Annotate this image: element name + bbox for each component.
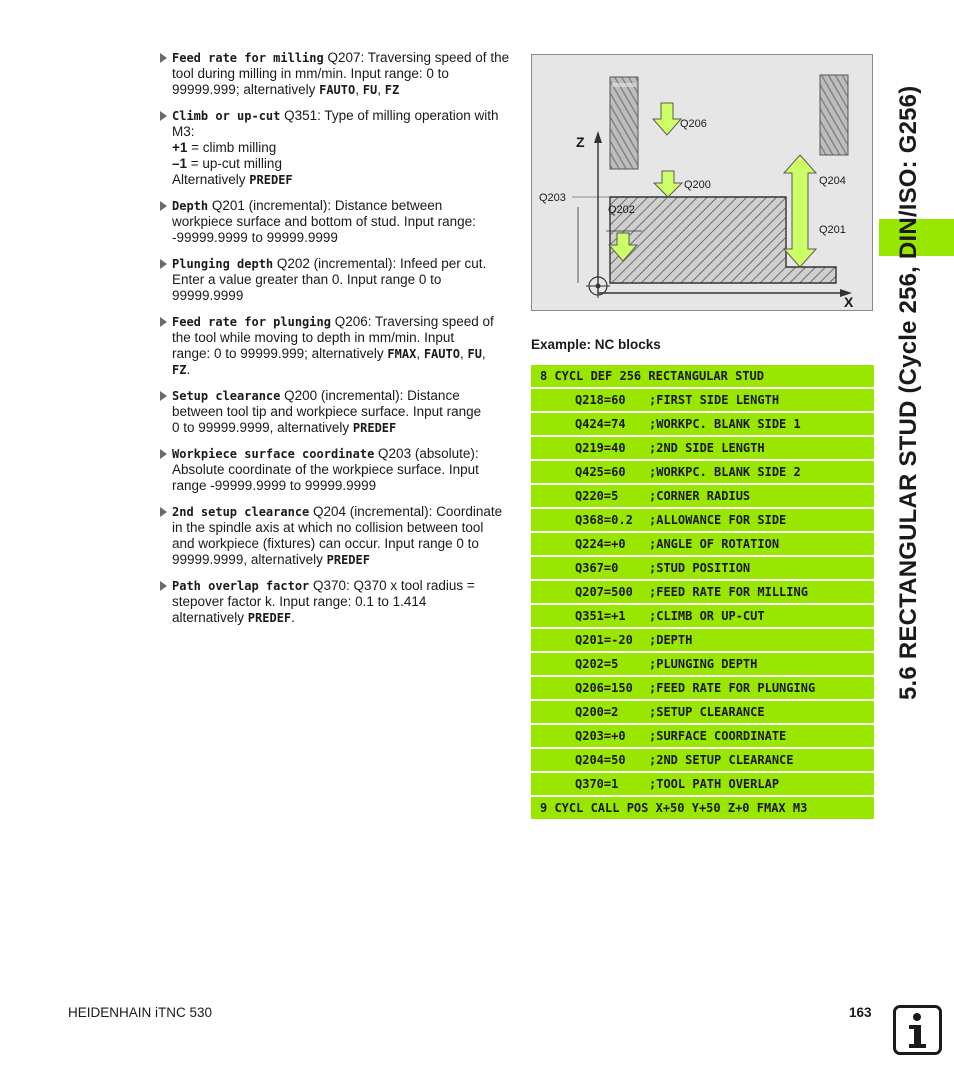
parameter-line [172, 536, 512, 552]
parameter-value: –1 [172, 156, 188, 171]
parameter-text: Alternatively [172, 172, 250, 187]
bullet-triangle-icon [160, 317, 167, 327]
parameter-code: Path overlap factor [172, 579, 310, 593]
bullet-triangle-icon [160, 259, 167, 269]
parameter-text: Q204 (incremental): Coordinate [309, 504, 503, 519]
parameter-line [172, 214, 512, 230]
parameter-text: Q370: Q370 x tool radius = [309, 578, 475, 593]
parameter-list [160, 50, 512, 636]
parameter-line [172, 462, 512, 478]
parameter-text: -99999.9999 to 99999.9999 [172, 230, 338, 245]
parameter-text: the tool while moving to depth in mm/min. Input [172, 330, 455, 345]
nc-param: Q425=60 [575, 465, 626, 479]
parameter-text: range: 0 to 99999.999; alternatively [172, 346, 388, 361]
nc-comment: ;SURFACE COORDINATE [649, 729, 787, 743]
parameter-code: Setup clearance [172, 389, 281, 403]
parameter-item [160, 256, 512, 304]
nc-row [531, 653, 874, 675]
cycle-diagram [531, 54, 873, 311]
parameter-text: in the spindle axis at which no collision between tool [172, 520, 484, 535]
nc-comment: ;ANGLE OF ROTATION [649, 537, 780, 551]
parameter-text: Q207: Traversing speed of the [323, 50, 510, 65]
bullet-triangle-icon [160, 201, 167, 211]
parameter-code: PREDEF [247, 611, 292, 625]
parameter-line [172, 198, 512, 214]
nc-comment: ;FEED RATE FOR PLUNGING [649, 681, 816, 695]
parameter-line [172, 50, 512, 66]
nc-comment: ;WORKPC. BLANK SIDE 1 [649, 417, 801, 431]
parameter-text: 99999.9999 [172, 288, 244, 303]
parameter-line [172, 330, 512, 346]
parameter-text: between tool tip and workpiece surface. Input range [172, 404, 482, 419]
parameter-line [172, 362, 512, 378]
parameter-text: 99999.9999, alternatively [172, 552, 327, 567]
parameter-text: Q206: Traversing speed of [330, 314, 494, 329]
parameter-text: , [481, 346, 486, 361]
example-title: Example: NC blocks [531, 337, 661, 352]
parameter-line [172, 610, 512, 626]
nc-comment: ;2ND SETUP CLEARANCE [649, 753, 794, 767]
parameter-code: Feed rate for milling [172, 51, 324, 65]
parameter-text: stepover factor k. Input range: 0.1 to 1.414 [172, 594, 427, 609]
parameter-line [172, 504, 512, 520]
nc-footer-row: 9 CYCL CALL POS X+50 Y+50 Z+0 FMAX M3 [531, 797, 874, 819]
parameter-text: range -99999.9999 to 99999.9999 [172, 478, 377, 493]
bullet-triangle-icon [160, 449, 167, 459]
nc-param: Q219=40 [575, 441, 626, 455]
parameter-line [172, 578, 512, 594]
nc-row [531, 461, 874, 483]
parameter-text: workpiece surface and bottom of stud. Input range: [172, 214, 476, 229]
parameter-text: = up-cut milling [187, 156, 282, 171]
parameter-line [172, 404, 512, 420]
parameter-code: Plunging depth [172, 257, 274, 271]
bullet-triangle-icon [160, 391, 167, 401]
parameter-value: +1 [172, 140, 188, 155]
nc-row [531, 413, 874, 435]
parameter-code: FAUTO [319, 83, 356, 97]
parameter-code: FU [362, 83, 378, 97]
z-axis-label: Z [576, 134, 585, 150]
nc-row [531, 629, 874, 651]
bullet-triangle-icon [160, 53, 167, 63]
parameter-code: FZ [172, 363, 187, 377]
nc-row [531, 677, 874, 699]
parameter-item [160, 504, 512, 568]
footer-product: HEIDENHAIN iTNC 530 [68, 1005, 213, 1020]
nc-comment: ;TOOL PATH OVERLAP [649, 777, 780, 791]
parameter-line [172, 288, 512, 304]
parameter-text: alternatively [172, 610, 248, 625]
q201-label: Q201 [819, 224, 846, 236]
nc-comment: ;SETUP CLEARANCE [649, 705, 765, 719]
q203-label: Q203 [539, 192, 566, 204]
parameter-line [172, 314, 512, 330]
nc-param: Q220=5 [575, 489, 619, 503]
parameter-line [172, 446, 512, 462]
parameter-code: Climb or up-cut [172, 109, 281, 123]
nc-param: Q424=74 [575, 417, 626, 431]
parameter-item [160, 578, 512, 626]
nc-comment: ;ALLOWANCE FOR SIDE [649, 513, 787, 527]
parameter-item [160, 108, 512, 188]
parameter-text: 0 to 99999.9999, alternatively [172, 420, 353, 435]
parameter-item [160, 50, 512, 98]
nc-param: Q203=+0 [575, 729, 626, 743]
parameter-code: FAUTO [423, 347, 460, 361]
nc-comment: ;FEED RATE FOR MILLING [649, 585, 808, 599]
nc-param: Q370=1 [575, 777, 619, 791]
parameter-text: , [416, 346, 424, 361]
parameter-code: PREDEF [249, 173, 293, 187]
nc-param: Q367=0 [575, 561, 619, 575]
parameter-code: PREDEF [326, 553, 370, 567]
nc-row [531, 437, 874, 459]
nc-comment: ;CLIMB OR UP-CUT [649, 609, 765, 623]
parameter-line [172, 272, 512, 288]
nc-comment: ;PLUNGING DEPTH [649, 657, 758, 671]
nc-row [531, 509, 874, 531]
nc-param: Q351=+1 [575, 609, 626, 623]
parameter-text: , [377, 82, 385, 97]
parameter-line [172, 520, 512, 536]
parameter-line [172, 156, 512, 172]
parameter-code: FMAX [387, 347, 417, 361]
x-axis-label: X [844, 294, 854, 310]
nc-param: Q207=500 [575, 585, 633, 599]
parameter-text: Q203 (absolute): [374, 446, 479, 461]
nc-row [531, 701, 874, 723]
nc-row [531, 557, 874, 579]
parameter-text: tool during milling in mm/min. Input range: 0 to [172, 66, 449, 81]
bullet-triangle-icon [160, 581, 167, 591]
nc-row [531, 485, 874, 507]
parameter-code: Feed rate for plunging [172, 315, 331, 329]
parameter-code: 2nd setup clearance [172, 505, 310, 519]
parameter-text: Q351: Type of milling operation with [280, 108, 499, 123]
parameter-item [160, 198, 512, 246]
parameter-text: and workpiece (fixtures) can occur. Input range 0 to [172, 536, 479, 551]
parameter-text: 99999.999; alternatively [172, 82, 320, 97]
parameter-line [172, 256, 512, 272]
parameter-line [172, 230, 512, 246]
page-number: 163 [849, 1005, 872, 1020]
section-title: 5.6 RECTANGULAR STUD (Cycle 256, DIN/ISO: G256) [895, 85, 922, 700]
nc-comment: ;DEPTH [649, 633, 693, 647]
q202-label: Q202 [608, 204, 635, 216]
parameter-text: Enter a value greater than 0. Input range 0 to [172, 272, 442, 287]
nc-comment: ;WORKPC. BLANK SIDE 2 [649, 465, 801, 479]
nc-param: Q204=50 [575, 753, 626, 767]
parameter-text: Absolute coordinate of the workpiece surface. Input [172, 462, 479, 477]
parameter-line [172, 172, 512, 188]
bullet-triangle-icon [160, 111, 167, 121]
q200-label: Q200 [684, 179, 711, 191]
nc-param: Q206=150 [575, 681, 633, 695]
parameter-code: Workpiece surface coordinate [172, 447, 375, 461]
nc-row [531, 533, 874, 555]
nc-row [531, 581, 874, 603]
nc-row [531, 389, 874, 411]
q206-label: Q206 [680, 118, 707, 130]
info-icon [893, 1005, 942, 1055]
nc-param: Q200=2 [575, 705, 619, 719]
nc-comment: ;CORNER RADIUS [649, 489, 751, 503]
parameter-line [172, 82, 512, 98]
nc-comment: ;2ND SIDE LENGTH [649, 441, 765, 455]
nc-row [531, 749, 874, 771]
nc-header-row: 8 CYCL DEF 256 RECTANGULAR STUD [531, 365, 874, 387]
parameter-text: Q200 (incremental): Distance [280, 388, 460, 403]
parameter-code: PREDEF [352, 421, 397, 435]
nc-row [531, 725, 874, 747]
parameter-text: Q201 (incremental): Distance between [208, 198, 443, 213]
nc-param: Q224=+0 [575, 537, 626, 551]
parameter-code: FZ [384, 83, 400, 97]
nc-param: Q201=-20 [575, 633, 633, 647]
parameter-line [172, 552, 512, 568]
parameter-code: Depth [172, 199, 209, 213]
parameter-item [160, 314, 512, 378]
parameter-line [172, 140, 512, 156]
parameter-text: , [459, 346, 468, 361]
parameter-text: . [291, 610, 295, 625]
parameter-text: . [186, 362, 191, 377]
parameter-line [172, 594, 512, 610]
parameter-line [172, 108, 512, 124]
nc-blocks [531, 365, 874, 821]
parameter-text: M3: [172, 124, 195, 139]
parameter-line [172, 388, 512, 404]
parameter-text: , [355, 82, 363, 97]
parameter-line [172, 478, 512, 494]
parameter-code: FU [467, 347, 482, 361]
parameter-line [172, 346, 512, 362]
parameter-item [160, 388, 512, 436]
q204-label: Q204 [819, 175, 846, 187]
nc-param: Q368=0.2 [575, 513, 633, 527]
nc-row [531, 773, 874, 795]
parameter-text: = climb milling [187, 140, 277, 155]
bullet-triangle-icon [160, 507, 167, 517]
parameter-line [172, 124, 512, 140]
nc-comment: ;FIRST SIDE LENGTH [649, 393, 780, 407]
nc-param: Q218=60 [575, 393, 626, 407]
nc-comment: ;STUD POSITION [649, 561, 751, 575]
parameter-text: Q202 (incremental): Infeed per cut. [273, 256, 487, 271]
parameter-item [160, 446, 512, 494]
nc-row [531, 605, 874, 627]
nc-param: Q202=5 [575, 657, 619, 671]
parameter-line [172, 420, 512, 436]
parameter-line [172, 66, 512, 82]
